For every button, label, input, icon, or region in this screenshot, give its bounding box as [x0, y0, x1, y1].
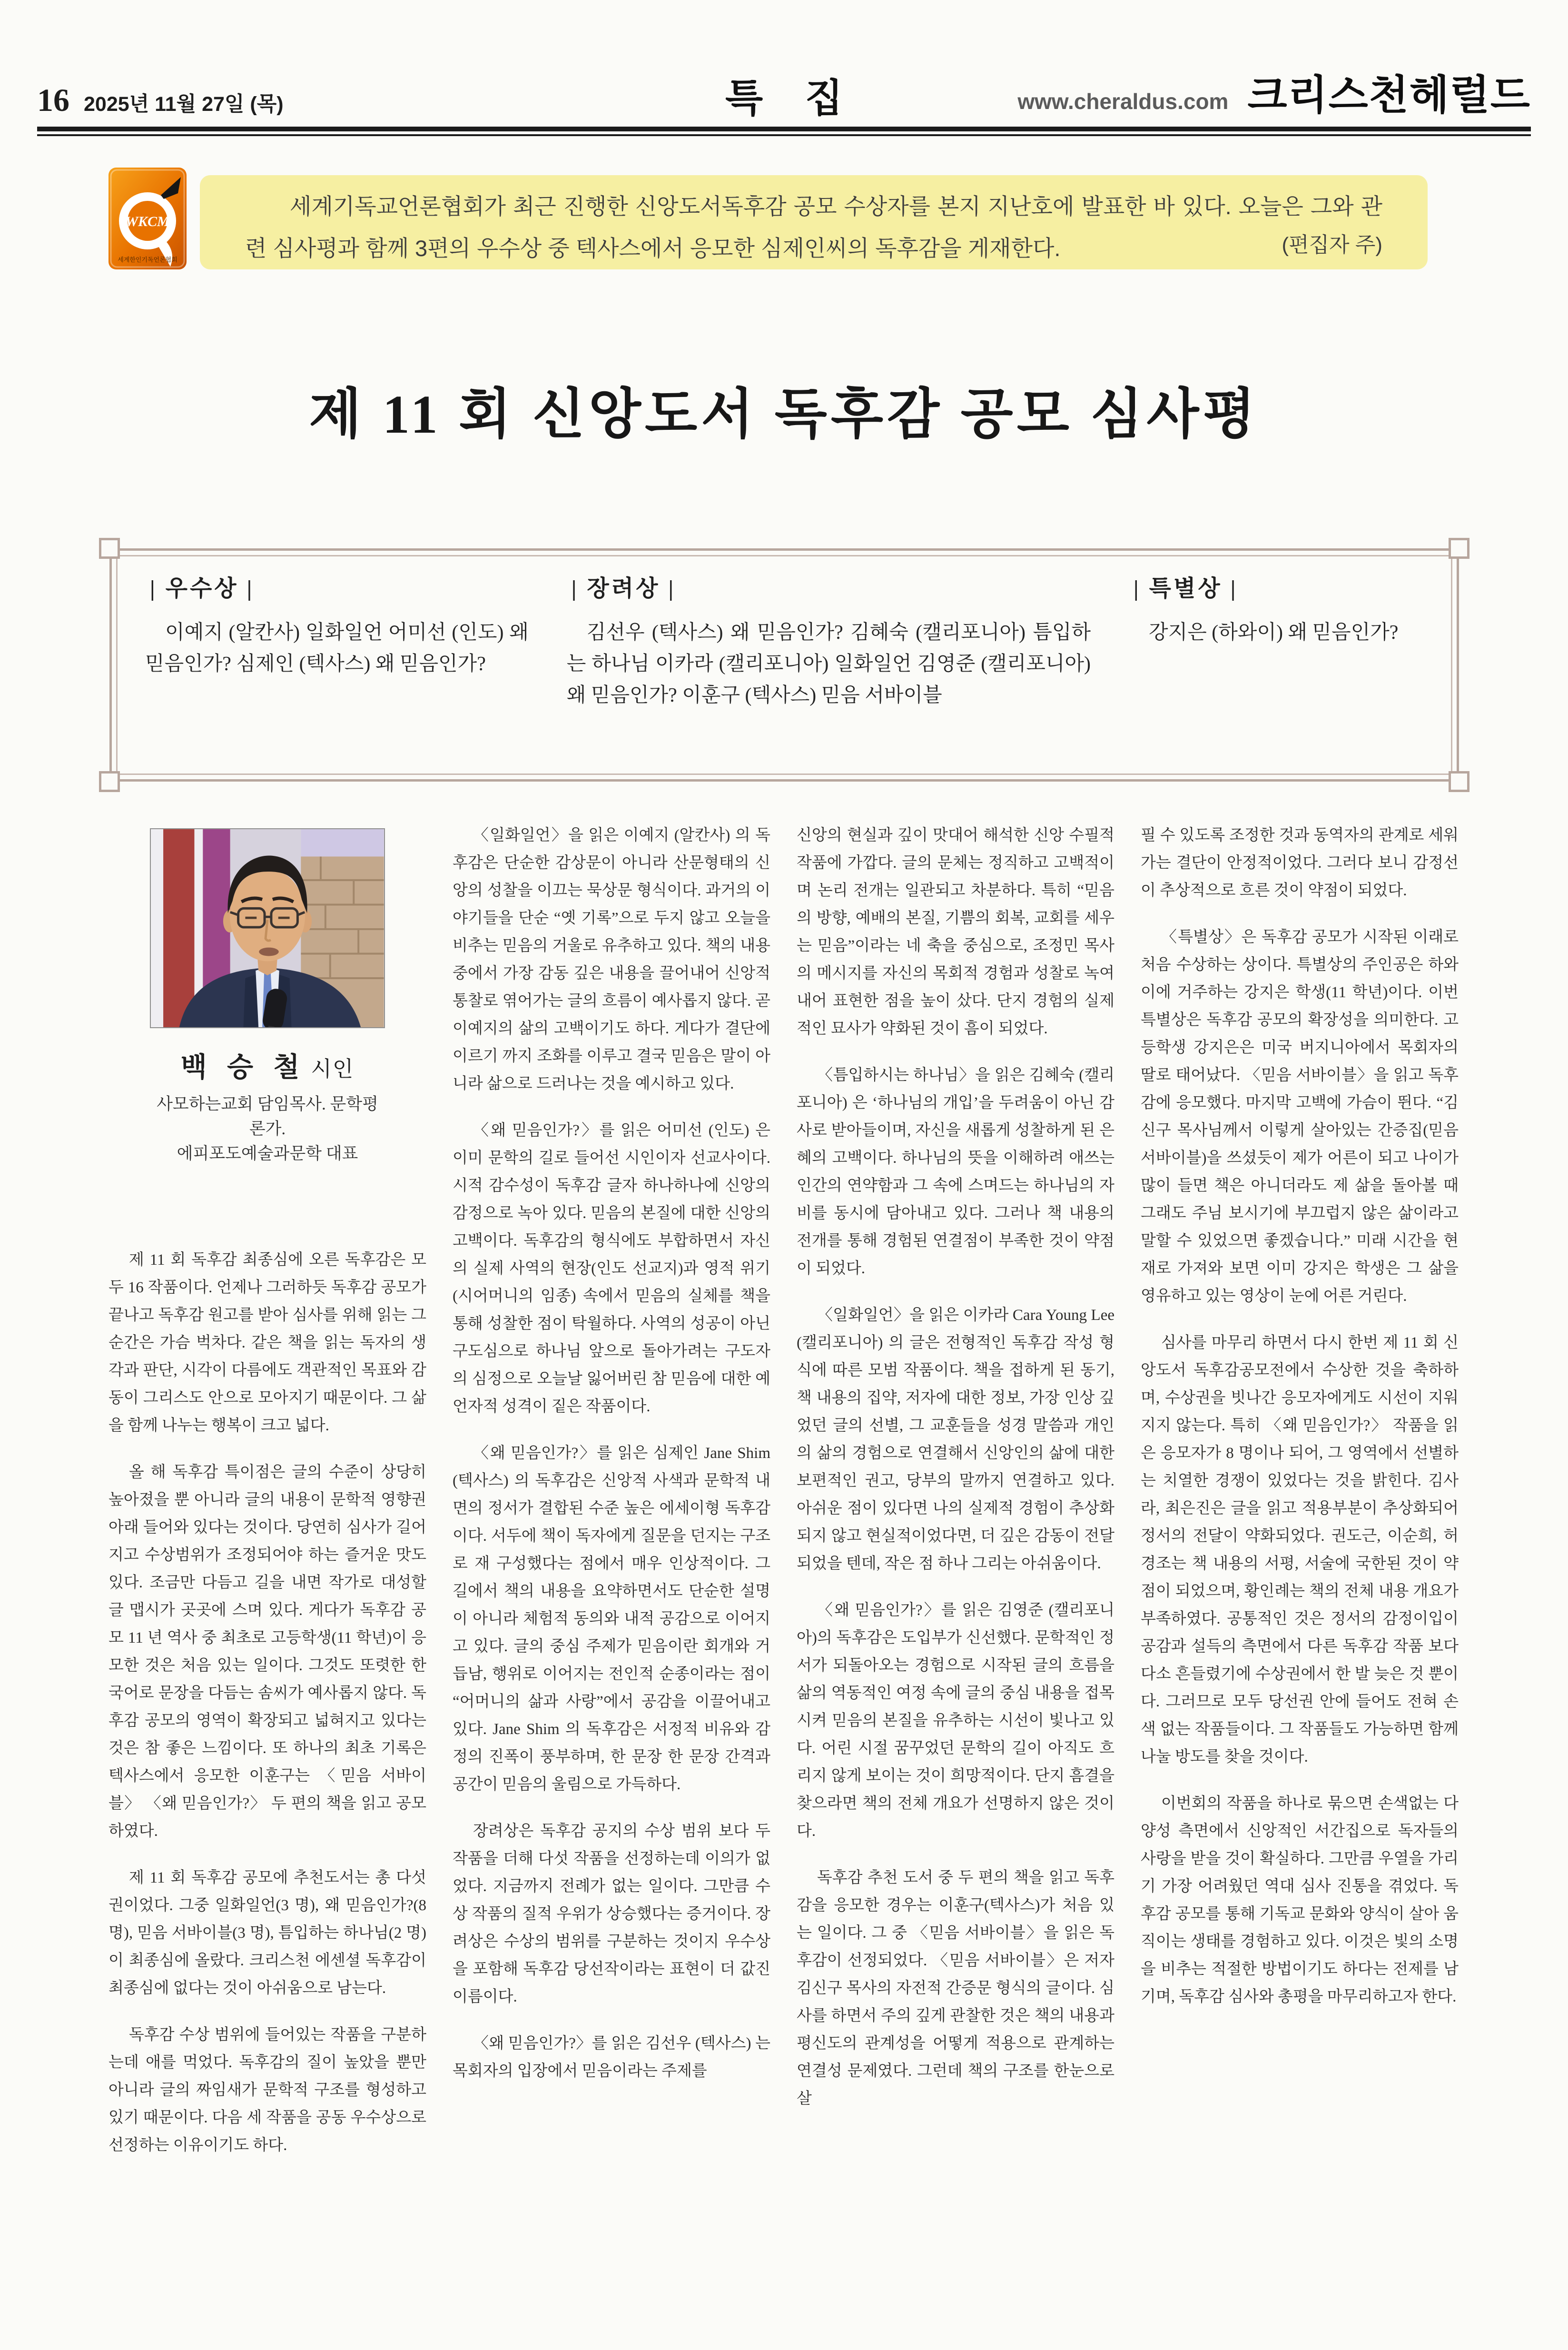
award-label: | 장려상 |	[571, 576, 676, 601]
article-column-1	[108, 822, 426, 2316]
article-paragraph: 〈왜 믿음인가?〉를 읽은 김선우 (텍사스) 는 목회자의 입장에서 믿음이라는 주제를	[453, 2035, 770, 2080]
awards-box	[109, 548, 1459, 782]
article-paragraph: 심사를 마무리 하면서 다시 한번 제 11 회 신앙도서 독후감공모전에서 수상한 것을 축하하며, 수상권을 빗나간 응모자에게도 시선이 지워지지 않는다. 특히 〈왜 믿음인가?〉 작품을 읽은 응모자가 8 명이나 되어, 그 영역에서 선별하는 치열한 경쟁이 있었다는 것을 밝힌다. 김사라, 최은진은 글을 읽고 적용부분이 추상화되어 정서의 전달이 약화되었다. 권도근, 이순희, 허경조는 책 내용의 서평, 서술에 국한된 것이 약점이 되었으며, 황인례는 책의 전체 내용 개요가 부족하였다. 공통적인 것은 정서의 감정이입이 공감과 설득의 측면에서 다른 독후감 작품 보다 다소 흔들렸기에 수상권에서 한 발 늦은 것 뿐이다. 그러므로 모두 당선권 안에 들어도 전혀 손색 없는 작품들이다. 그 작품들도 가능하면 함께 나눌 방도를 찾을 것이다.	[1141, 1334, 1459, 1765]
author-caption	[150, 1092, 385, 1166]
frame-corner-ornament	[1449, 771, 1469, 792]
article-paragraph: 필 수 있도록 조정한 것과 동역자의 관계로 세워가는 결단이 안정적이었다. 그러다 보니 감정선이 추상적으로 흐른 것이 약점이 되었다.	[1141, 827, 1459, 899]
award-label: | 특별상 |	[1134, 576, 1238, 601]
author-title: 시인	[311, 1057, 355, 1081]
awards-content	[145, 570, 1423, 767]
article-column-3	[797, 822, 1114, 2316]
website-url: www.cheraldus.com	[1017, 89, 1229, 114]
award-winners: 강지은 (하와이) 왜 믿음인가?	[1149, 622, 1399, 644]
award-section-excellence	[145, 570, 529, 767]
article-paragraph: 〈왜 믿음인가?〉를 읽은 어미선 (인도) 은 이미 문학의 길로 들어선 시인이자 선교사이다. 시적 감수성이 독후감 글자 하나하나에 신앙의 감정으로 녹아 있다. 믿음의 본질에 대한 신앙의 고백이다. 독후감의 형식에도 부합하면서 자신의 실제 사역의 현장(인도 선교지)과 영적 위기(시어머니의 임종) 속에서 믿음의 실체를 책을 통해 성찰한 점이 탁월하다. 사역의 성공이 아닌 구도심으로 하나님 앞으로 돌아가려는 구도자의 심정으로 오늘날 잃어버린 참 믿음에 대한 예언자적 성격이 짙은 작품이다.	[453, 1122, 770, 1415]
header-left	[37, 81, 284, 119]
frame-corner-ornament	[99, 538, 120, 559]
award-label: | 우수상 |	[150, 576, 255, 601]
award-section-encouragement	[567, 570, 1091, 767]
article-paragraph: 독후감 수상 범위에 들어있는 작품을 구분하는데 애를 먹었다. 독후감의 질이 높았을 뿐만 아니라 글의 짜임새가 문학적 구조를 형성하고 있기 때문이다. 다음 세 작품을 공동 우수상으로 선정하는 이유이기도 하다.	[108, 2026, 426, 2154]
editor-notice-text: 세계기독교언론협회가 최근 진행한 신앙도서독후감 공모 수상자를 본지 지난호에 발표한 바 있다. 오늘은 그와 관련 심사평과 함께 3편의 우수상 중 텍사스에서 응모한 심제인씨의 독후감을 게재한다.	[245, 194, 1382, 261]
article-column-4	[1141, 822, 1459, 2316]
article-column-1-text	[108, 1246, 426, 2159]
article-paragraph: 〈특별상〉은 독후감 공모가 시작된 이래로 처음 수상하는 상이다. 특별상의 주인공은 하와이에 거주하는 강지은 학생(11 학년)이다. 이번 특별상은 독후감 공모의 확장성을 의미한다. 고등학생 강지은은 미국 버지니아에서 목회자의 딸로 태어났다. 〈믿음 서바이블〉을 읽고 독후감에 응모했다. 마지막 고백에 가슴이 뛴다. “김신구 목사님께서 이렇게 살아있는 간증집(믿음 서바이블)을 쓰셨듯이 제가 어른이 되고 나이가 많이 들면 책은 아니더라도 제 삶을 돌아볼 때 그래도 주님 보시기에 부끄럽지 않은 삶이라고 말할 수 있었으면 좋겠습니다.” 미래 시간을 현재로 가져와 보면 이미 강지은 학생은 그 삶을 영유하고 있는 영상이 눈에 어른 거린다.	[1141, 929, 1459, 1305]
issue-date: 2025년 11월 27일 (목)	[84, 93, 284, 116]
wkcm-logo	[108, 168, 187, 269]
logo-org-name: 세계한인기독언론협회	[118, 256, 178, 263]
article-paragraph: 이번회의 작품을 하나로 묶으면 손색없는 다양성 측면에서 신앙적인 서간집으로 독자들의 사랑을 받을 것이 확실하다. 그만큼 우열을 가리기 가장 어려웠던 역대 심사 진통을 겪었다. 독후감 공모를 통해 기독교 문화와 양식이 살아 움직이는 생태를 경험하고 있다. 이것은 빛의 소명을 비추는 적절한 방법이기도 하다는 전제를 남기며, 독후감 심사와 총평을 마무리하고자 한다.	[1141, 1795, 1459, 2005]
section-title: 특 집	[725, 77, 859, 120]
article-paragraph: 〈일화일언〉을 읽은 이예지 (알칸사) 의 독후감은 단순한 감상문이 아니라 산문형태의 신앙의 성찰을 이끄는 묵상문 형식이다. 과거의 이야기들을 단순 “옛 기록”으로 두지 않고 오늘을 비추는 믿음의 거울로 유추하고 있다. 책의 내용 중에서 가장 감동 깊은 내용을 끌어내어 신앙적 통찰로 엮어가는 글의 흐름이 예사롭지 않다. 곧 이예지의 삶의 고백이기도 하다. 게다가 결단에 이르기 까지 조화를 이루고 결국 믿음은 말이 아니라 삶으로 드러나는 것을 예시하고 있다.	[453, 827, 770, 1092]
logo-acronym: WKCM	[125, 214, 170, 229]
article-column-2	[453, 822, 770, 2316]
author-caption-line1: 사모하는교회 담임목사. 문학평론가.	[157, 1095, 378, 1138]
article-paragraph: 제 11 회 독후감 공모에 추천도서는 총 다섯 권이었다. 그중 일화일언(3 명), 왜 믿음인가?(8 명), 믿음 서바이블(3 명), 틈입하는 하나님(2 명)이 최종심에 올랐다. 크리스천 에센셜 독후감이 최종심에 없다는 것이 아쉬움으로 남는다.	[108, 1869, 426, 1997]
wkcm-logo-graphic	[108, 168, 187, 269]
award-winners: 이예지 (알칸사) 일화일언 어미선 (인도) 왜 믿음인가? 심제인 (텍사스) 왜 믿음인가?	[145, 622, 529, 675]
frame-corner-ornament	[1449, 538, 1469, 559]
header-right	[1017, 62, 1531, 121]
article-paragraph: 〈일화일언〉을 읽은 이카라 Cara Young Lee (캘리포니아) 의 글은 전형적인 독후감 작성 형식에 따른 모범 작품이다. 책을 접하게 된 동기, 책 내용의 집약, 저자에 대한 정보, 가장 인상 깊었던 글의 선별, 그 교훈들을 성경 말씀과 개인의 삶의 경험으로 연결해서 신앙인의 삶에 대한 보편적인 권고, 당부의 말까지 연결하고 있다. 아쉬운 점이 있다면 나의 실제적 경험이 추상화 되지 않고 현실적이었다면, 더 깊은 감동이 전달되었을 텐데, 작은 점 하나 그리는 아쉬움이다.	[797, 1307, 1114, 1572]
page-header	[37, 71, 1531, 125]
author-name-line	[150, 1045, 385, 1084]
author-photo	[150, 828, 385, 1028]
masthead: 크리스천헤럴드	[1247, 72, 1531, 118]
award-winners: 김선우 (텍사스) 왜 믿음인가? 김혜숙 (캘리포니아) 틈입하는 하나님 이카라 (캘리포니아) 일화일언 김영준 (캘리포니아) 왜 믿음인가? 이훈구 (텍사스) 믿음 서바이블	[566, 622, 1091, 706]
article-paragraph: 제 11 회 독후감 최종심에 오른 독후감은 모두 16 작품이다. 언제나 그러하듯 독후감 공모가 끝나고 독후감 원고를 받아 심사를 위해 읽는 그 순간은 가슴 벅차다. 같은 책을 읽는 독자의 생각과 판단, 시각이 다름에도 객관적인 목표와 감동이 그리스도 안으로 모아지기 때문이다. 그 삶을 함께 나누는 행복이 크고 넓다.	[108, 1251, 426, 1434]
main-headline: 제 11 회 신앙도서 독후감 공모 심사평	[309, 384, 1259, 445]
header-rule	[37, 127, 1531, 136]
author-photo-graphic	[151, 829, 384, 1027]
award-section-special	[1129, 570, 1423, 767]
editor-notice-box	[200, 175, 1428, 269]
author-caption-line2: 에피포도예술과문학 대표	[177, 1144, 358, 1163]
article-paragraph: 〈왜 믿음인가?〉를 읽은 심제인 Jane Shim (텍사스) 의 독후감은 신앙적 사색과 문학적 내면의 정서가 결합된 수준 높은 에세이형 독후감이다. 서두에 책이 독자에게 질문을 던지는 구조로 재 구성했다는 점에서 매우 인상적이다. 그 길에서 책의 내용을 요약하면서도 단순한 설명이 아니라 체험적 동의와 내적 공감으로 이어지고 있다. 글의 중심 주제가 믿음이란 회개와 거듭남, 행위로 이어지는 전인적 순종이라는 점이 “어머니의 삶과 사랑”에서 공감을 이끌어내고 있다. Jane Shim 의 독후감은 서정적 비유와 감정의 진폭이 풍부하며, 한 문장 한 문장 간격과 공간이 믿음의 울림으로 가득하다.	[453, 1445, 770, 1793]
page-number: 16	[37, 82, 69, 118]
article-paragraph: 〈틈입하시는 하나님〉을 읽은 김혜숙 (캘리포니아) 은 ‘하나님의 개입’을 두려움이 아닌 감사로 받아들이며, 자신을 새롭게 성찰하게 된 은혜의 고백이다. 하나님의 뜻을 이해하려 애쓰는 인간의 연약함과 그 속에 스며드는 하나님의 자비를 동시에 담아내고 있다. 그러나 책 내용의 전개를 통해 경험된 연결점이 부족한 것이 약점이 되었다.	[797, 1067, 1114, 1277]
article-paragraph: 올 해 독후감 특이점은 글의 수준이 상당히 높아졌을 뿐 아니라 글의 내용이 문학적 영향권 아래 들어와 있다는 것이다. 당연히 심사가 길어지고 수상범위가 조정되어야 하는 즐거운 맛도 있다. 조금만 다듬고 길을 내면 작가로 대성할 글 맵시가 곳곳에 스며 있다. 게다가 독후감 공모 11 년 역사 중 최초로 고등학생(11 학년)이 응모한 것은 처음 있는 일이다. 그것도 또렷한 한국어로 문장을 다듬는 솜씨가 예사롭지 않다. 독후감 공모의 영역이 확장되고 넓혀지고 있다는 것은 참 좋은 느낌이다. 또 하나의 최초 기록은 텍사스에서 응모한 이훈구는 〈믿음 서바이블〉 〈왜 믿음인가?〉 두 편의 책을 읽고 공모하였다.	[108, 1464, 426, 1840]
article-paragraph: 〈왜 믿음인가?〉를 읽은 김영준 (캘리포니아)의 독후감은 도입부가 신선했다. 문학적인 정서가 되돌아오는 경험으로 시작된 글의 흐름을 삶의 역동적인 여정 속에 글의 중심 내용을 접목시켜 믿음의 본질을 유추하는 시선이 빛나고 있다. 어린 시절 꿈꾸었던 문학의 길이 아직도 흐리지 않게 보이는 것이 희망적이다. 단지 흠결을 찾으라면 책의 전체 개요가 선명하지 않은 것이다.	[797, 1602, 1114, 1840]
article-paragraph: 장려상은 독후감 공지의 수상 범위 보다 두 작품을 더해 다섯 작품을 선정하는데 이의가 없었다. 지금까지 전례가 없는 일이다. 그만큼 수상 작품의 질적 우위가 상승했다는 증거이다. 장려상은 수상의 범위를 구분하는 것이지 우수상을 포함해 독후감 당선작이라는 표현이 더 값진 이름이다.	[453, 1823, 770, 2005]
article-paragraph: 신앙의 현실과 깊이 맛대어 해석한 신앙 수필적 작품에 가깝다. 글의 문체는 정직하고 고백적이며 논리 전개는 일관되고 차분하다. 특히 “믿음의 방향, 예배의 본질, 기쁨의 회복, 교회를 세우는 믿음”이라는 네 축을 중심으로, 조정민 목사의 메시지를 자신의 목회적 경험과 성찰로 녹여내어 표현한 점을 높이 샀다. 단지 경험의 실제적인 묘사가 약화된 것이 흠이 되었다.	[797, 827, 1114, 1037]
frame-corner-ornament	[99, 771, 120, 792]
editor-byline: (편집자 주)	[1282, 233, 1382, 257]
author-photo-block	[150, 828, 385, 1166]
article-paragraph: 독후감 추천 도서 중 두 편의 책을 읽고 독후감을 응모한 경우는 이훈구(텍사스)가 처음 있는 일이다. 그 중 〈믿음 서바이블〉을 읽은 독후감이 선정되었다. 〈믿음 서바이블〉은 저자 김신구 목사의 자전적 간증문 형식의 글이다. 심사를 하면서 주의 깊게 관찰한 것은 책의 내용과 평신도의 관계성을 어떻게 적용으로 관계하는 연결성 문제였다. 그런데 책의 구조를 한눈으로 살	[797, 1869, 1114, 2107]
author-name: 백 승 철	[180, 1052, 306, 1082]
